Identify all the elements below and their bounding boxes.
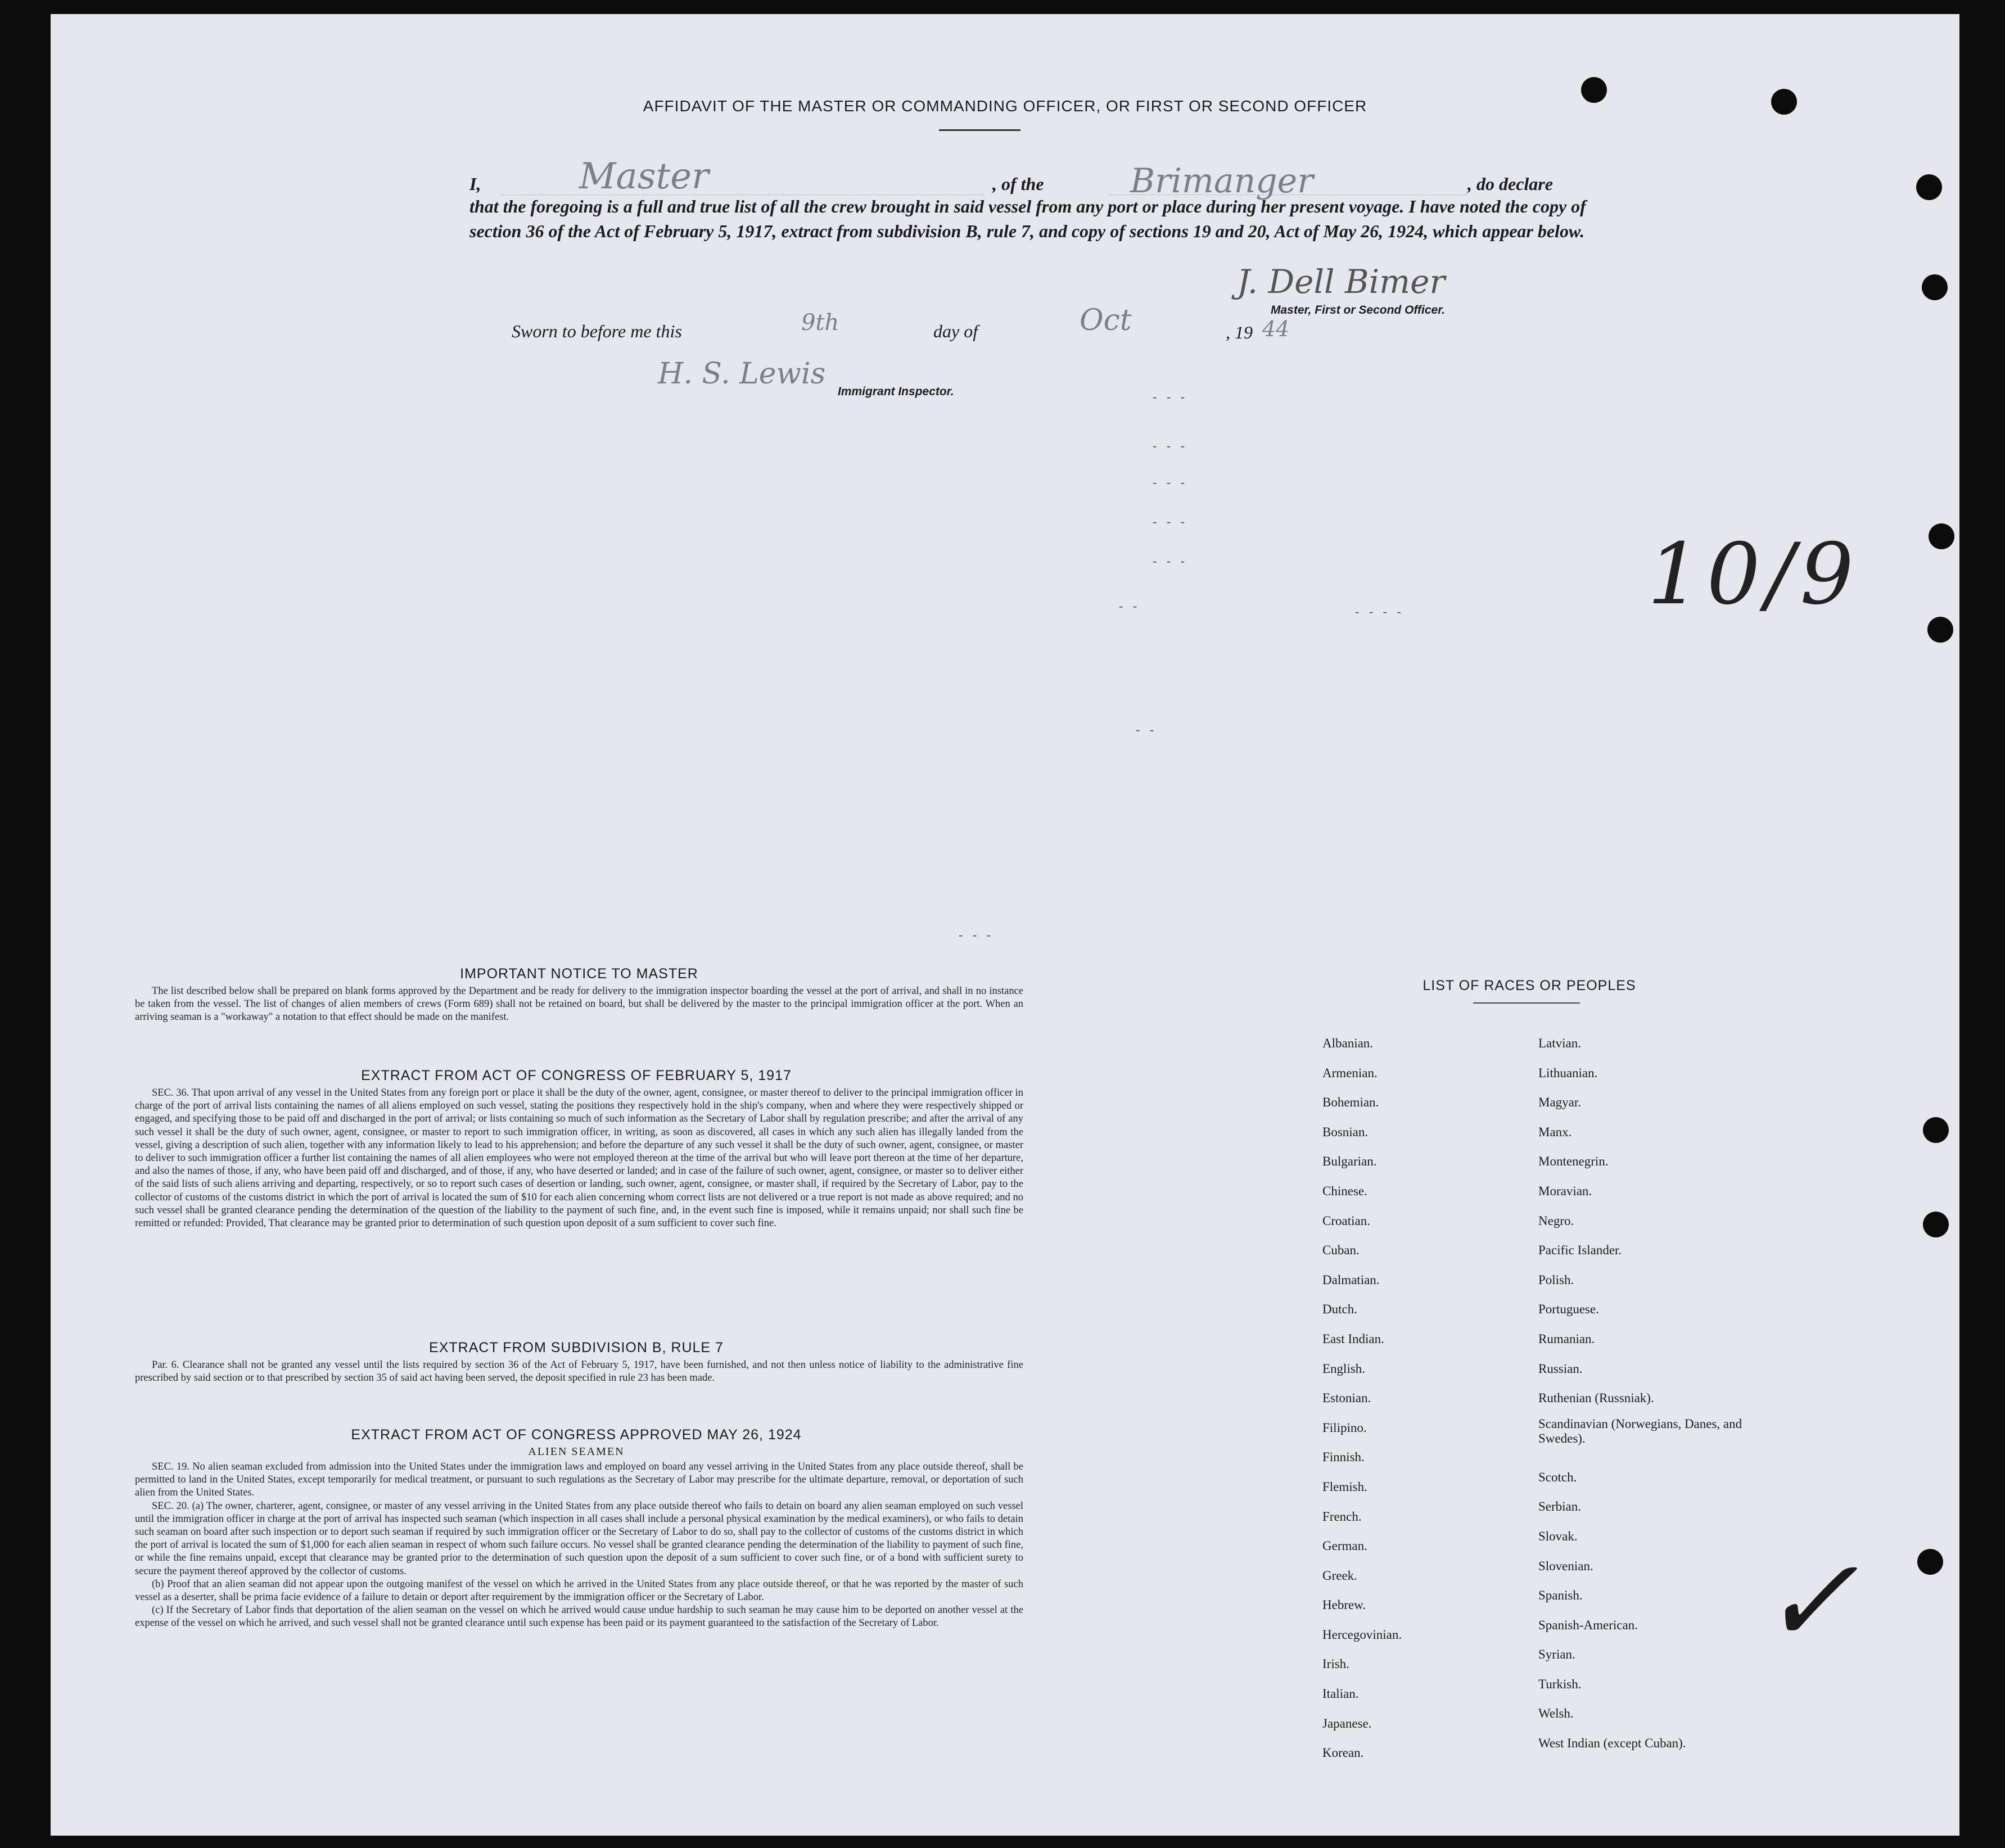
race-item: Welsh. (1538, 1706, 1574, 1721)
inspector-signature-label: Immigrant Inspector. (838, 385, 954, 398)
alien-seamen-subheading: ALIEN SEAMEN (528, 1445, 625, 1458)
day-handwritten: 9th (801, 310, 839, 336)
race-item: Chinese. (1322, 1183, 1367, 1198)
race-item: Bulgarian. (1322, 1154, 1377, 1169)
race-item: Turkish. (1538, 1677, 1582, 1691)
race-item: Estonian. (1322, 1391, 1371, 1406)
bleed-mark: - - - (1153, 514, 1188, 528)
race-item: Ruthenian (Russniak). (1538, 1391, 1654, 1406)
punch-hole (1581, 77, 1607, 103)
bleed-mark: - - - (1153, 390, 1188, 404)
race-item: Rumanian. (1538, 1331, 1595, 1346)
bleed-mark: - - (1136, 722, 1158, 737)
race-item: French. (1322, 1509, 1362, 1524)
race-item: Montenegrin. (1538, 1154, 1609, 1169)
race-item: Slovenian. (1538, 1558, 1593, 1573)
section-20a-text: SEC. 20. (a) The owner, charterer, agent, consignee, or master of any vessel arriving in the United States from any place outside thereof who fails to detain on board any alien seaman employed on such vessel until the immigration officer in charge at the port of arrival has inspected such seaman (which inspection in all cases shall include a personal physical examination by the medical examiners), or who fails to detain such seaman on board after such inspection or to deport such seaman if required by such immigration officer or the Secretary of Labor to do so, shall pay to the collector of customs of the customs district in which the port of arrival is located the sum of $1,000 for each alien seaman in respect of whom such failure occurs. No vessel shall be granted clearance pending the determination of the liability to payment of such fine, or while the fine remains unpaid, except that clearance may be granted prior to the determination of such question upon the deposit of a sum sufficient to cover such fine, or of a bond with sufficient surety to secure the payment thereof approved by the collector of customs. (135, 1500, 1023, 1577)
day-of-label: day of (933, 321, 978, 341)
race-item: Syrian. (1538, 1647, 1575, 1662)
race-item: Moravian. (1538, 1183, 1592, 1198)
race-item: Cuban. (1322, 1243, 1360, 1258)
race-item: Croatian. (1322, 1213, 1370, 1228)
extract-1924-heading: EXTRACT FROM ACT OF CONGRESS APPROVED MAY 26, 1924 (351, 1427, 802, 1443)
handwritten-checkmark: ✓ (1760, 1532, 1859, 1670)
title-rule (939, 129, 1020, 131)
race-item: Korean. (1322, 1746, 1364, 1760)
races-column-2 (1488, 1029, 1780, 1759)
rule-7-text: Par. 6. Clearance shall not be granted any vessel until the lists required by section 36 of the Act of February 5, 1917, have been furnished, and not then unless notice of liability to the administrative fine prescribed by said section or to that prescribed by section 35 of said act having been served, the deposit specified in rule 23 has been made. (135, 1359, 1023, 1384)
master-signature: J. Dell Bimer (1237, 263, 1446, 301)
races-column-1 (1272, 1029, 1497, 1768)
punch-hole (1929, 523, 1954, 549)
bleed-mark: - - - - (1355, 604, 1405, 618)
race-item: Dutch. (1322, 1302, 1357, 1317)
races-heading: LIST OF RACES OR PEOPLES (1423, 978, 1636, 993)
race-item: German. (1322, 1539, 1367, 1553)
affidavit-title: AFFIDAVIT OF THE MASTER OR COMMANDING OFFICER, OR FIRST OR SECOND OFFICER (643, 97, 1367, 115)
race-item: Japanese. (1322, 1716, 1372, 1730)
race-item: Albanian. (1322, 1036, 1374, 1050)
punch-hole (1923, 1117, 1949, 1143)
race-item: Scotch. (1538, 1470, 1577, 1484)
punch-hole (1771, 89, 1797, 115)
race-item: East Indian. (1322, 1331, 1384, 1346)
race-item: West Indian (except Cuban). (1538, 1736, 1686, 1751)
section-19-text: SEC. 19. No alien seaman excluded from admission into the United States under the immigration laws and employed on board any vessel arriving in the United States from any place outside thereof, shall be permitted to land in the United States, except temporarily for medical treatment, or pursuant to such regulations as the Secretary of Labor may prescribe for the ultimate departure, removal, or deportation of such alien from the United States. (135, 1461, 1023, 1499)
race-item: Bohemian. (1322, 1095, 1379, 1110)
race-item: Latvian. (1538, 1036, 1581, 1050)
punch-hole (1916, 174, 1942, 200)
master-signature-label: Master, First or Second Officer. (1271, 304, 1446, 317)
races-rule (1473, 1002, 1580, 1004)
year-prefix: , 19 (1226, 322, 1253, 342)
declaration-text: that the foregoing is a full and true list of all the crew brought in said vessel from any port or place during her present voyage. I have noted the copy of section 36 of the Act of February 5, 1917, extract from subdivision B, rule 7, and copy of sections 19 and 20, Act of May 26, 1924, which appear below. (469, 196, 1586, 241)
race-item: Flemish. (1322, 1479, 1367, 1494)
race-item: Scandinavian (Norwegians, Danes, and Swedes). (1538, 1416, 1742, 1445)
sworn-label: Sworn to before me this (512, 321, 682, 341)
inspector-signature: H. S. Lewis (658, 357, 826, 391)
race-item: Lithuanian. (1538, 1065, 1598, 1080)
bleed-mark: - - - (1153, 554, 1188, 568)
race-item: Filipino. (1322, 1420, 1367, 1435)
race-item: Portuguese. (1538, 1302, 1599, 1317)
race-item: Serbian. (1538, 1499, 1582, 1514)
notice-heading: IMPORTANT NOTICE TO MASTER (460, 966, 698, 982)
bleed-mark: - - - (1153, 475, 1188, 489)
document-page (51, 14, 1959, 1836)
race-item: Manx. (1538, 1124, 1572, 1139)
section-20b-text: (b) Proof that an alien seaman did not appear upon the outgoing manifest of the vessel on which he arrived in the United States from any place outside thereof, or that he was reported by the master of such vessel as a deserter, shall be prima facie evidence of a failure to detain or deport after requirement by the immigration officer or the Secretary of Labor. (135, 1578, 1023, 1603)
race-item: Hercegovinian. (1322, 1627, 1402, 1642)
race-item: Spanish-American. (1538, 1617, 1638, 1632)
punch-hole (1922, 274, 1948, 300)
handwritten-fraction: 10/9 (1647, 526, 1859, 623)
race-item: Slovak. (1538, 1529, 1578, 1543)
race-item: English. (1322, 1361, 1366, 1376)
race-item: Italian. (1322, 1687, 1359, 1701)
race-item: Dalmatian. (1322, 1272, 1380, 1287)
of-the-label: , of the (992, 174, 1044, 194)
extract-1917-text: SEC. 36. That upon arrival of any vessel in the United States from any foreign port or place it shall be the duty of the owner, agent, consignee, or master thereof to deliver to the principal immigration officer in charge of the port of arrival lists containing the names of all aliens employed on such vessel, stating the positions they respectively hold in the ship's company, when and where they were respectively shipped or engaged, and specifying those to be paid off and discharged in the port of arrival; or lists containing so much of such information as the Secretary of Labor shall by regulation prescribe; and after the arrival of any such vessel it shall be the duty of such owner, agent, consignee, or master to report to such immigration officer, in writing, as soon as discovered, all cases in which any such alien has illegally landed from the vessel, giving a description of such alien, together with any information likely to lead to his apprehension; and before the departure of any such vessel it shall be the duty of such owner, agent, consignee, or master to deliver to such immigration officer a further list containing the names of all alien employees who were not employed thereon at the time of the arrival but who will leave port thereon at the time of her departure, and also the names of those, if any, who have been paid off and discharged, and of those, if any, who have deserted or landed; and in case of the failure of such owner, agent, consignee, or master so to deliver either of the said lists of such aliens arriving and departing, respectively, or so to report such cases of desertion or landing, such owner, agent, consignee, or master shall, if required by the Secretary of Labor, pay to the collector of customs of the customs district in which the port of arrival is located the sum of $10 for each alien concerning whom correct lists are not delivered or a true report is not made as above required; and no such vessel shall be granted clearance pending the determination of the question of the liability to the payment of such fine, and, in the event such fine is imposed, while it remains unpaid; nor shall such fine be remitted or refunded: Provided, That clearance may be granted prior to determination of such question upon deposit of a sum sufficient to cover such fine. (135, 1087, 1023, 1230)
vessel-name-handwritten: Brimanger (1130, 161, 1313, 201)
race-item: Greek. (1322, 1568, 1357, 1583)
race-item: Hebrew. (1322, 1598, 1366, 1612)
declarant-handwritten: Master (579, 156, 709, 197)
punch-hole (1923, 1212, 1949, 1237)
bleed-mark: - - - (1153, 439, 1188, 453)
race-item: Bosnian. (1322, 1124, 1369, 1139)
extract-1924-text (135, 1461, 1023, 1630)
race-item: Magyar. (1538, 1095, 1582, 1110)
punch-hole (1927, 617, 1953, 643)
bleed-mark: - - (1119, 599, 1141, 613)
race-item: Armenian. (1322, 1065, 1378, 1080)
race-item: Pacific Islander. (1538, 1243, 1622, 1258)
year-handwritten: 44 (1262, 317, 1290, 341)
bleed-mark: - - - (959, 928, 994, 942)
rule-7-heading: EXTRACT FROM SUBDIVISION B, RULE 7 (429, 1340, 724, 1355)
race-item: Polish. (1538, 1272, 1574, 1287)
notice-text: The list described below shall be prepared on blank forms approved by the Department and be ready for delivery to the immigration inspector boarding the vessel at the port of arrival, and shall in no instance be taken from the vessel. The list of changes of alien members of crews (Form 689) shall not be retained on board, but shall be delivered by the master to the principal immigration officer at the port. When an arriving seaman is a "workaway" a notation to that effect should be made on the manifest. (135, 986, 1023, 1023)
extract-1917-heading: EXTRACT FROM ACT OF CONGRESS OF FEBRUARY 5, 1917 (361, 1068, 792, 1083)
do-declare-label: , do declare (1467, 174, 1553, 194)
race-item: Irish. (1322, 1657, 1349, 1671)
declarant-label: I, (469, 174, 481, 194)
race-item: Negro. (1538, 1213, 1574, 1228)
race-item: Finnish. (1322, 1450, 1365, 1465)
section-20c-text: (c) If the Secretary of Labor finds that deportation of the alien seaman on the vessel on which he arrived would cause undue hardship to such seaman he may cause him to be deported on another vessel at the expense of the vessel on which he arrived, and such vessel shall not be granted clearance until such expense has been paid or its payment guaranteed to the satisfaction of the Secretary of Labor. (135, 1605, 1023, 1629)
punch-hole (1917, 1549, 1943, 1575)
month-handwritten: Oct (1080, 304, 1132, 337)
race-item: Russian. (1538, 1361, 1583, 1376)
race-item: Spanish. (1538, 1588, 1583, 1603)
